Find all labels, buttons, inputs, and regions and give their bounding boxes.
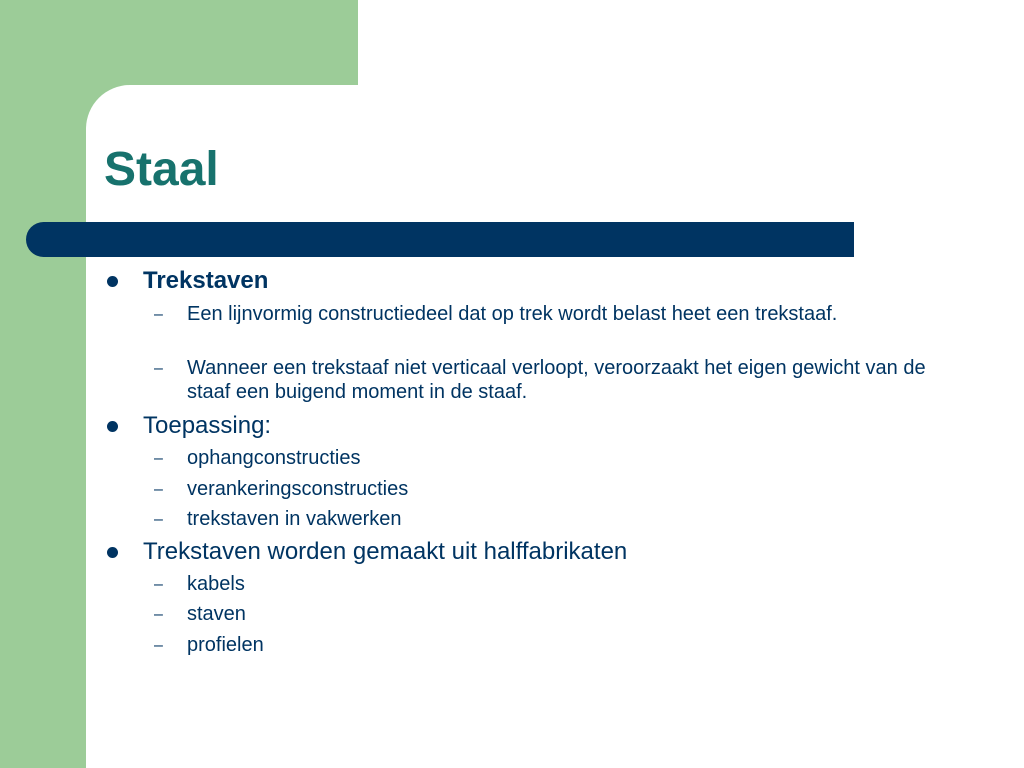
dash-icon: – xyxy=(154,511,163,528)
dash-icon: – xyxy=(154,606,163,623)
sub-bullet-profielen: profielen xyxy=(187,634,264,656)
dash-icon: – xyxy=(154,637,163,654)
dash-icon: – xyxy=(154,450,163,467)
sub-bullet-staven: staven xyxy=(187,603,246,625)
bullet-toepassing: Toepassing: xyxy=(143,412,272,439)
sub-bullet-vakwerken: trekstaven in vakwerken xyxy=(187,508,402,530)
bullet-dot-icon xyxy=(107,421,118,432)
sub-bullet-kabels: kabels xyxy=(187,573,245,595)
bullet-halffabrikaten: Trekstaven worden gemaakt uit halffabrikaten xyxy=(143,538,628,565)
sub-bullet-definition: Een lijnvormig constructiedeel dat op trek wordt belast heet een trekstaaf. xyxy=(187,303,838,325)
bullet-trekstaven: Trekstaven xyxy=(143,267,269,294)
sub-bullet-veranker: verankeringsconstructies xyxy=(187,478,409,500)
slide-title: Staal xyxy=(104,143,219,196)
dash-icon: – xyxy=(154,306,163,323)
bullet-dot-icon xyxy=(107,547,118,558)
dash-icon: – xyxy=(154,576,163,593)
dash-icon: – xyxy=(154,360,163,377)
sub-bullet-bending-moment: Wanneer een trekstaaf niet verticaal verloopt, veroorzaakt het eigen gewicht van de staaf een buigend moment in de staaf. xyxy=(187,357,926,403)
sub-bullet-ophang: ophangconstructies xyxy=(187,447,361,469)
dash-icon: – xyxy=(154,481,163,498)
bullet-dot-icon xyxy=(107,276,118,287)
